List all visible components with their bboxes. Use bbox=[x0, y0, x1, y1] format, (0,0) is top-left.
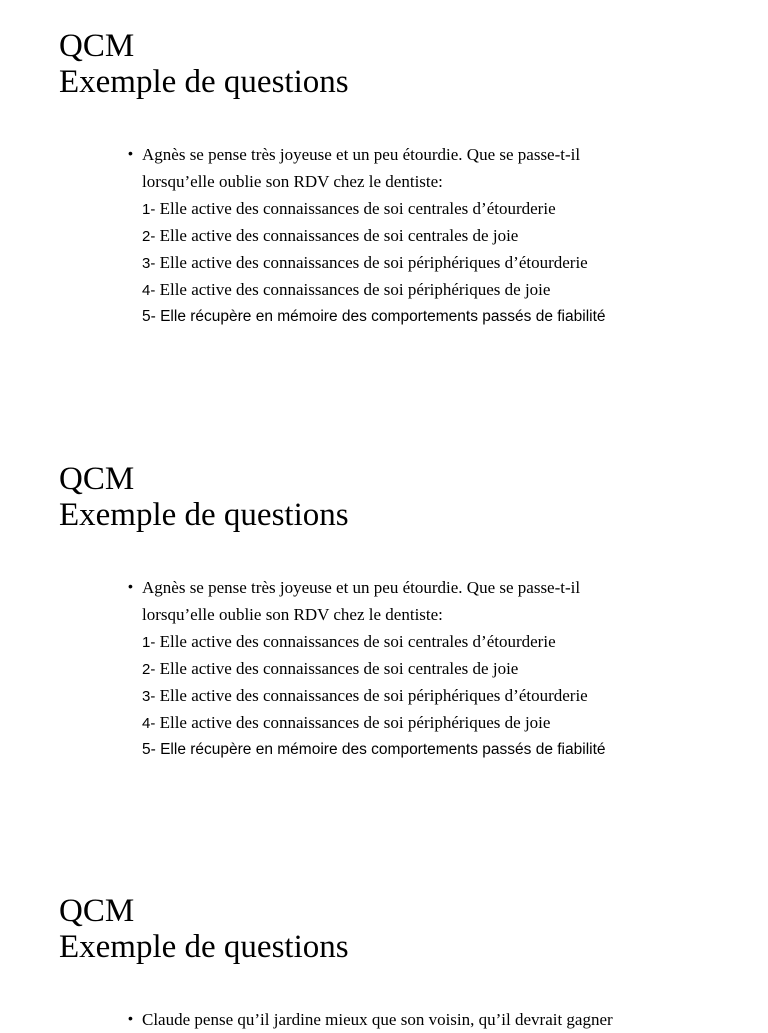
option-text: Elle active des connaissances de soi centrales de joie bbox=[155, 659, 519, 678]
title-line-2: Exemple de questions bbox=[59, 497, 349, 533]
question-block bbox=[128, 1006, 688, 1033]
title-line-2: Exemple de questions bbox=[59, 64, 349, 100]
option-5: 5- Elle récupère en mémoire des comportements passés de fiabilité bbox=[142, 308, 606, 325]
option-number: 2- bbox=[142, 661, 156, 678]
question-text-line-2: lorsqu’elle oublie son RDV chez le dentiste: bbox=[142, 605, 443, 624]
title-line-1: QCM bbox=[59, 461, 135, 497]
option-1 bbox=[142, 628, 688, 655]
option-3 bbox=[142, 682, 688, 709]
question-text-line-1: Agnès se pense très joyeuse et un peu étourdie. Que se passe-t-il bbox=[142, 578, 581, 597]
title-line-2: Exemple de questions bbox=[59, 929, 349, 965]
question-item bbox=[128, 1006, 688, 1033]
bullet-icon: • bbox=[128, 1010, 133, 1026]
option-text: Elle active des connaissances de soi périphériques d’étourderie bbox=[155, 686, 588, 705]
question-text-line-2: lorsqu’elle oublie son RDV chez le dentiste: bbox=[142, 172, 443, 191]
option-4 bbox=[142, 709, 688, 736]
slide-title bbox=[59, 28, 349, 100]
option-text: Elle active des connaissances de soi centrales d’étourderie bbox=[155, 199, 556, 218]
option-2 bbox=[142, 222, 688, 249]
slide-title bbox=[59, 893, 349, 965]
slide-title bbox=[59, 461, 349, 533]
option-5: 5- Elle récupère en mémoire des comportements passés de fiabilité bbox=[142, 741, 606, 758]
question-block bbox=[128, 141, 688, 330]
option-text: Elle active des connaissances de soi périphériques de joie bbox=[155, 713, 551, 732]
title-line-1: QCM bbox=[59, 28, 135, 64]
option-3 bbox=[142, 249, 688, 276]
option-4 bbox=[142, 276, 688, 303]
bullet-icon: • bbox=[128, 145, 133, 161]
option-number: 3- bbox=[142, 688, 156, 705]
option-2 bbox=[142, 655, 688, 682]
option-number: 3- bbox=[142, 255, 156, 272]
option-number: 4- bbox=[142, 715, 156, 732]
option-text: Elle active des connaissances de soi périphériques de joie bbox=[155, 280, 551, 299]
bullet-icon: • bbox=[128, 578, 133, 594]
options-list bbox=[142, 628, 688, 763]
option-number: 4- bbox=[142, 282, 156, 299]
option-number: 1- bbox=[142, 201, 156, 218]
option-number: 1- bbox=[142, 634, 156, 651]
question-item bbox=[128, 574, 688, 628]
question-text-line-1: Agnès se pense très joyeuse et un peu étourdie. Que se passe-t-il bbox=[142, 145, 581, 164]
question-block bbox=[128, 574, 688, 763]
question-item bbox=[128, 141, 688, 195]
option-1 bbox=[142, 195, 688, 222]
option-number: 2- bbox=[142, 228, 156, 245]
title-line-1: QCM bbox=[59, 893, 135, 929]
option-text: Elle active des connaissances de soi centrales d’étourderie bbox=[155, 632, 556, 651]
question-text-line-1: Claude pense qu’il jardine mieux que son voisin, qu’il devrait gagner bbox=[142, 1010, 613, 1029]
option-text: Elle active des connaissances de soi périphériques d’étourderie bbox=[155, 253, 588, 272]
options-list bbox=[142, 195, 688, 330]
option-text: Elle active des connaissances de soi centrales de joie bbox=[155, 226, 519, 245]
